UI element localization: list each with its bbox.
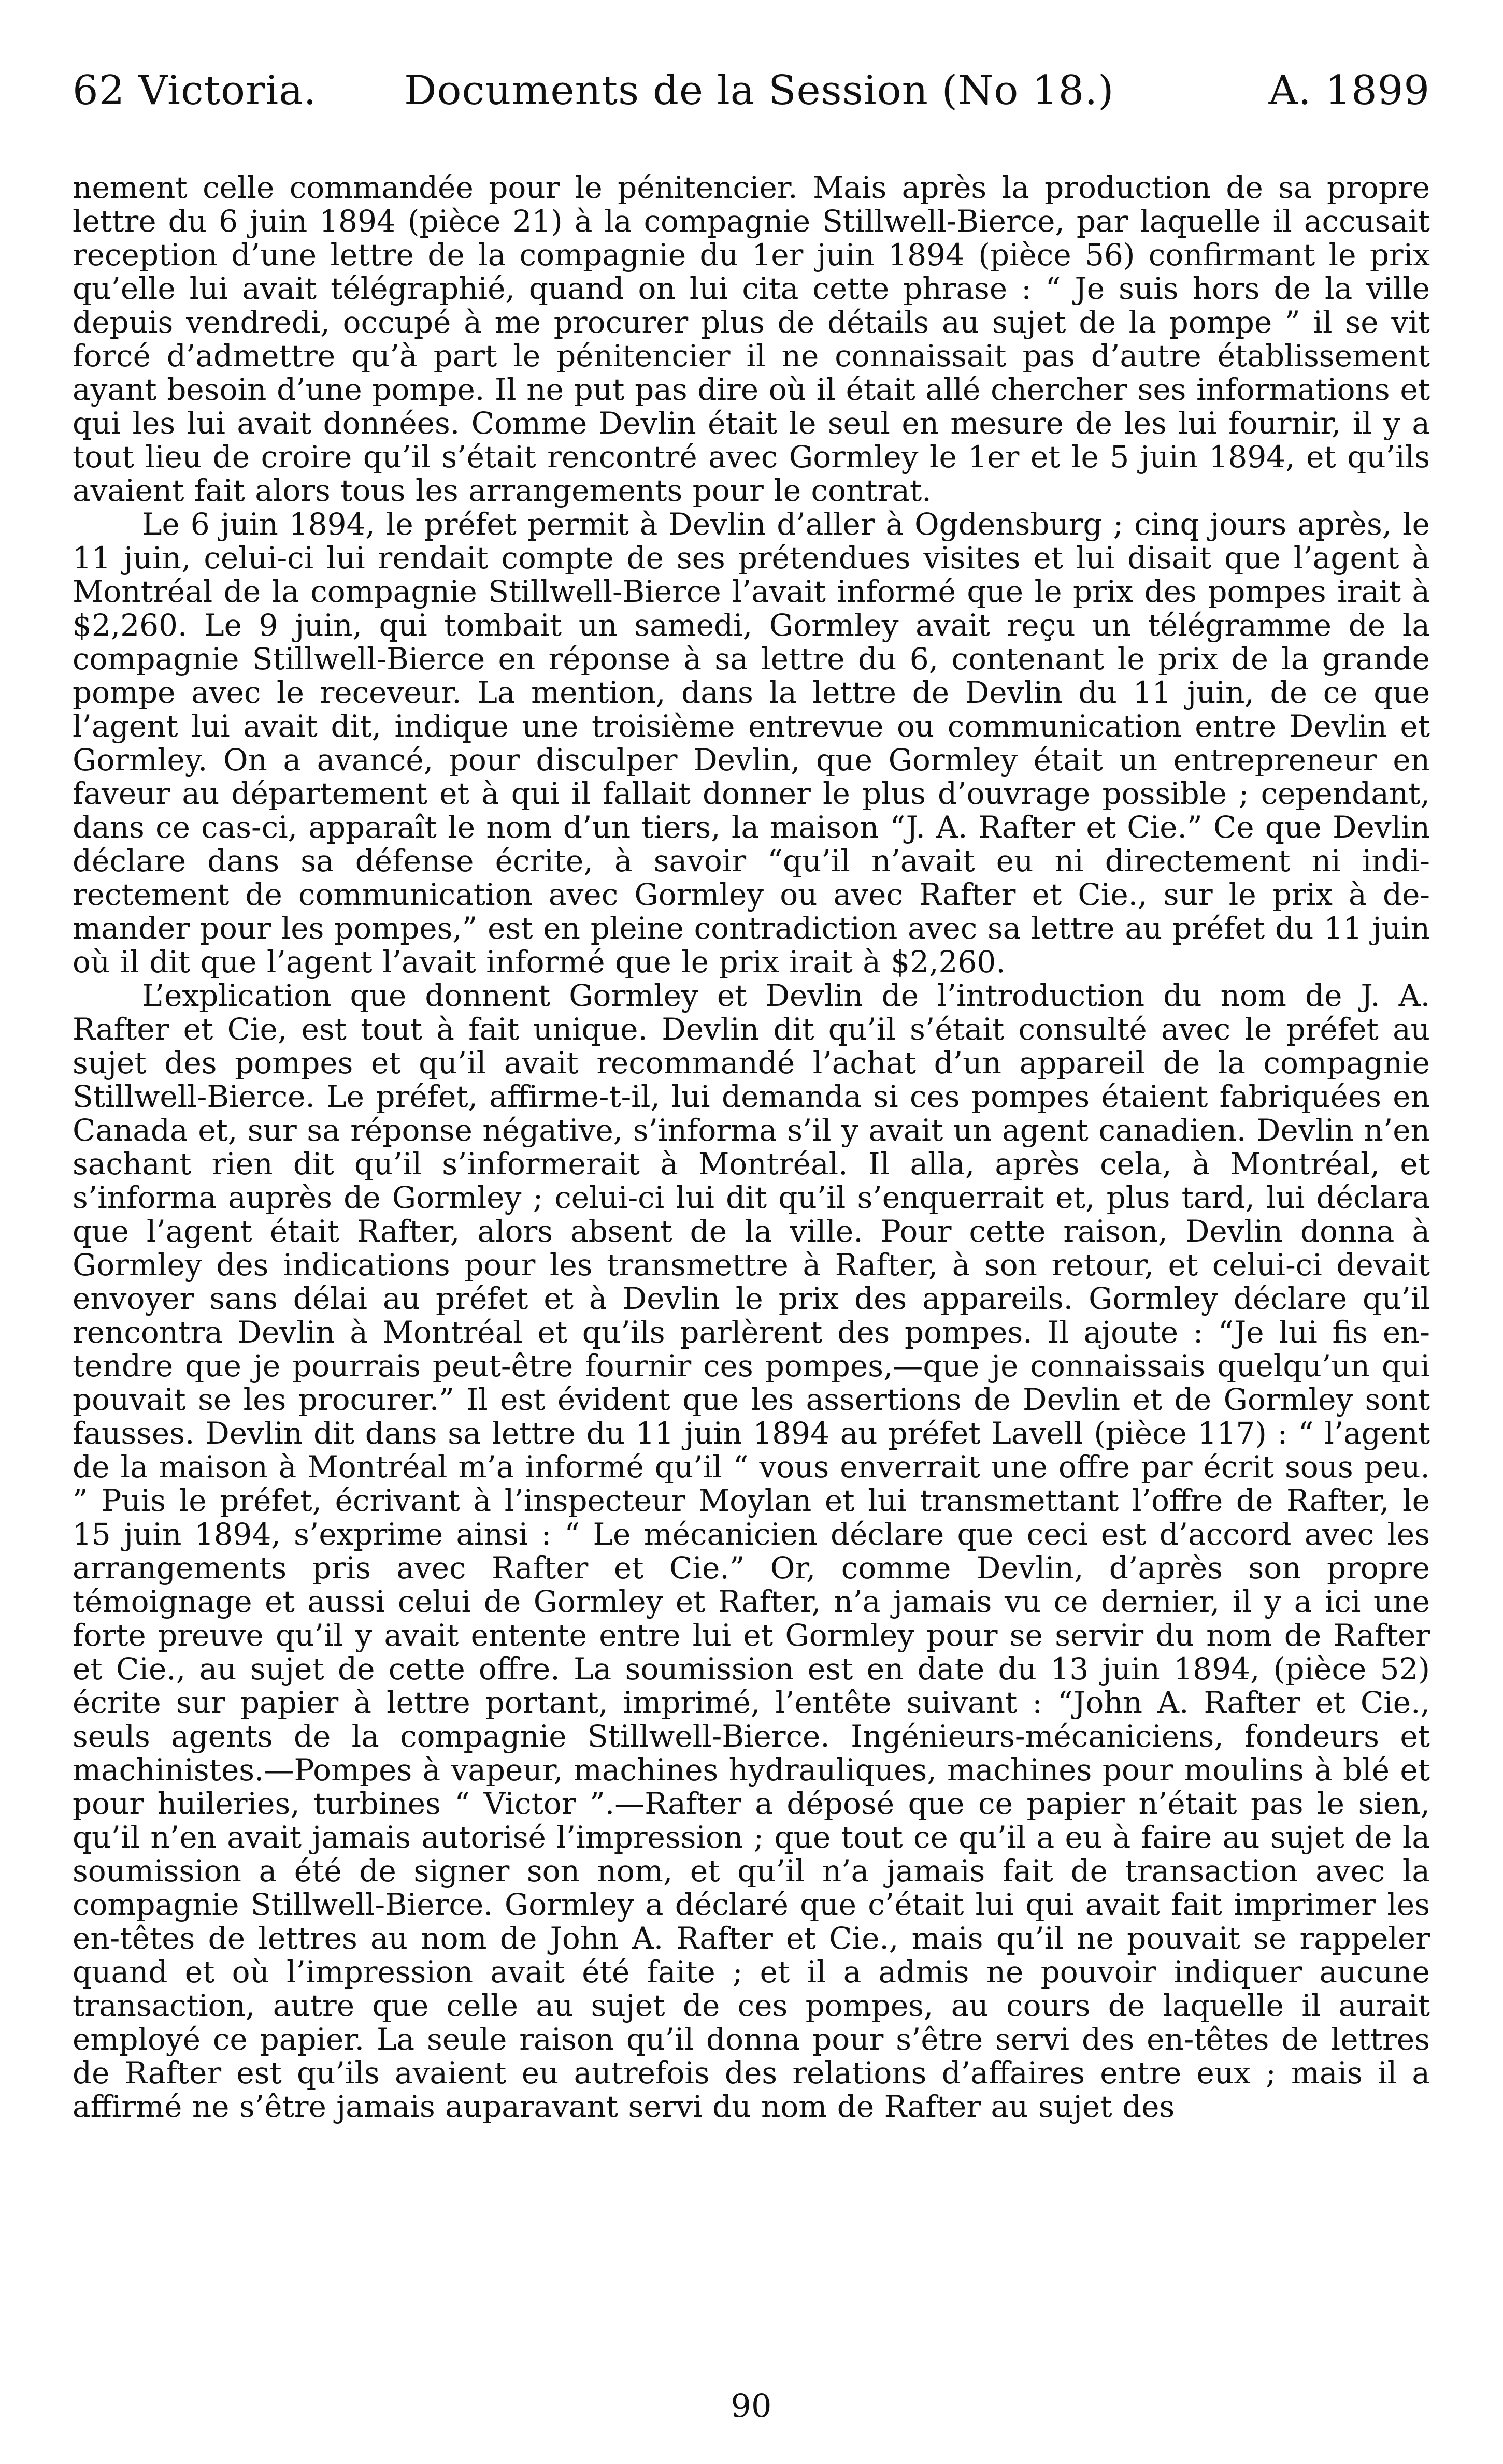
running-header: [73, 60, 1430, 122]
body-text: [73, 171, 1430, 2124]
header-year: A. 1899: [1268, 67, 1430, 114]
document-page: [73, 31, 1430, 2434]
page-number: 90: [731, 2387, 772, 2425]
paragraph: Le 6 juin 1894, le préfet permit à Devlin d’aller à Ogdensburg ; cinq jours après, le 11 juin, celui-ci lui rendait compte de ses prétendues visites et lui disait que l’agent à Montréal de la compagnie Stillwell-Bierce l’avait informé que le prix des pompes irait à $2,260. Le 9 juin, qui tombait un samedi, Gormley avait reçu un télégramme de la compagnie Stillwell-Bierce en réponse à sa lettre du 6, contenant le prix de la grande pompe avec le receveur. La mention, dans la lettre de Devlin du 11 juin, de ce que l’agent lui avait dit, indique une troisième entrevue ou communication entre Devlin et Gormley. On a avancé, pour disculper Devlin, que Gormley était un entrepreneur en faveur au département et à qui il fallait donner le plus d’ouvrage possible ; cependant, dans ce cas-ci, apparaît le nom d’un tiers, la maison “J. A. Rafter et Cie.” Ce que Devlin déclare dans sa défense écrite, à savoir “qu’il n’avait eu ni directement ni indi-rectement de communication avec Gormley ou avec Rafter et Cie., sur le prix à de-mander pour les pompes,” est en pleine contradiction avec sa lettre au préfet du 11 juin où il dit que l’agent l’avait informé que le prix irait à $2,260.: [73, 507, 1430, 979]
header-title: Documents de la Session (No 18.): [404, 67, 1114, 114]
header-volume: 62 Victoria.: [73, 67, 317, 114]
paragraph-continued: nement celle commandée pour le pénitencier. Mais après la production de sa propre lettre du 6 juin 1894 (pièce 21) à la compagnie Stillwell-Bierce, par laquelle il accusait reception d’une lettre de la compagnie du 1er juin 1894 (pièce 56) confirmant le prix qu’elle lui avait télégraphié, quand on lui cita cette phrase : “ Je suis hors de la ville depuis vendredi, occupé à me procurer plus de détails au sujet de la pompe ” il se vit forcé d’admettre qu’à part le pénitencier il ne connaissait pas d’autre établissement ayant besoin d’une pompe. Il ne put pas dire où il était allé chercher ses informations et qui les lui avait données. Comme Devlin était le seul en mesure de les lui fournir, il y a tout lieu de croire qu’il s’était rencontré avec Gormley le 1er et le 5 juin 1894, et qu’ils avaient fait alors tous les arrangements pour le contrat.: [73, 170, 1430, 508]
paragraph: L’explication que donnent Gormley et Devlin de l’introduction du nom de J. A. Rafter et Cie, est tout à fait unique. Devlin dit qu’il s’était consulté avec le préfet au sujet des pompes et qu’il avait recommandé l’achat d’un appareil de la compagnie Stillwell-Bierce. Le préfet, affirme-t-il, lui demanda si ces pompes étaient fabriquées en Canada et, sur sa réponse négative, s’informa s’il y avait un agent canadien. Devlin n’en sachant rien dit qu’il s’informerait à Montréal. Il alla, après cela, à Montréal, et s’informa auprès de Gormley ; celui-ci lui dit qu’il s’enquerrait et, plus tard, lui déclara que l’agent était Rafter, alors absent de la ville. Pour cette raison, Devlin donna à Gormley des indications pour les transmettre à Rafter, à son retour, et celui-ci devait envoyer sans délai au préfet et à Devlin le prix des appareils. Gormley déclare qu’il rencontra Devlin à Montréal et qu’ils parlèrent des pompes. Il ajoute : “Je lui fis en-tendre que je pourrais peut-être fournir ces pompes,—que je connaissais quelqu’un qui pouvait se les procurer.” Il est évident que les assertions de Devlin et de Gormley sont fausses. Devlin dit dans sa lettre du 11 juin 1894 au préfet Lavell (pièce 117) : “ l’agent de la maison à Montréal m’a informé qu’il “ vous enverrait une offre par écrit sous peu. ” Puis le préfet, écrivant à l’inspecteur Moylan et lui transmettant l’offre de Rafter, le 15 juin 1894, s’exprime ainsi : “ Le mécanicien déclare que ceci est d’accord avec les arrangements pris avec Rafter et Cie.” Or, comme Devlin, d’après son propre témoignage et aussi celui de Gormley et Rafter, n’a jamais vu ce dernier, il y a ici une forte preuve qu’il y avait entente entre lui et Gormley pour se servir du nom de Rafter et Cie., au sujet de cette offre. La soumission est en date du 13 juin 1894, (pièce 52) écrite sur papier à lettre portant, imprimé, l’entête suivant : “John A. Rafter et Cie., seuls agents de la compagnie Stillwell-Bierce. Ingénieurs-mécaniciens, fondeurs et machinistes.—Pompes à vapeur, machines hydrauliques, machines pour moulins à blé et pour huileries, turbines “ Victor ”.—Rafter a déposé que ce papier n’était pas le sien, qu’il n’en avait jamais autorisé l’impression ; que tout ce qu’il a eu à faire au sujet de la soumission a été de signer son nom, et qu’il n’a jamais fait de transaction avec la compagnie Stillwell-Bierce. Gormley a déclaré que c’était lui qui avait fait imprimer les en-têtes de lettres au nom de John A. Rafter et Cie., mais qu’il ne pouvait se rappeler quand et où l’impression avait été faite ; et il a admis ne pouvoir indiquer aucune transaction, autre que celle au sujet de ces pompes, au cours de laquelle il aurait employé ce papier. La seule raison qu’il donna pour s’être servi des en-têtes de lettres de Rafter est qu’ils avaient eu autrefois des relations d’affaires entre eux ; mais il a affirmé ne s’être jamais auparavant servi du nom de Rafter au sujet des: [73, 978, 1430, 2124]
